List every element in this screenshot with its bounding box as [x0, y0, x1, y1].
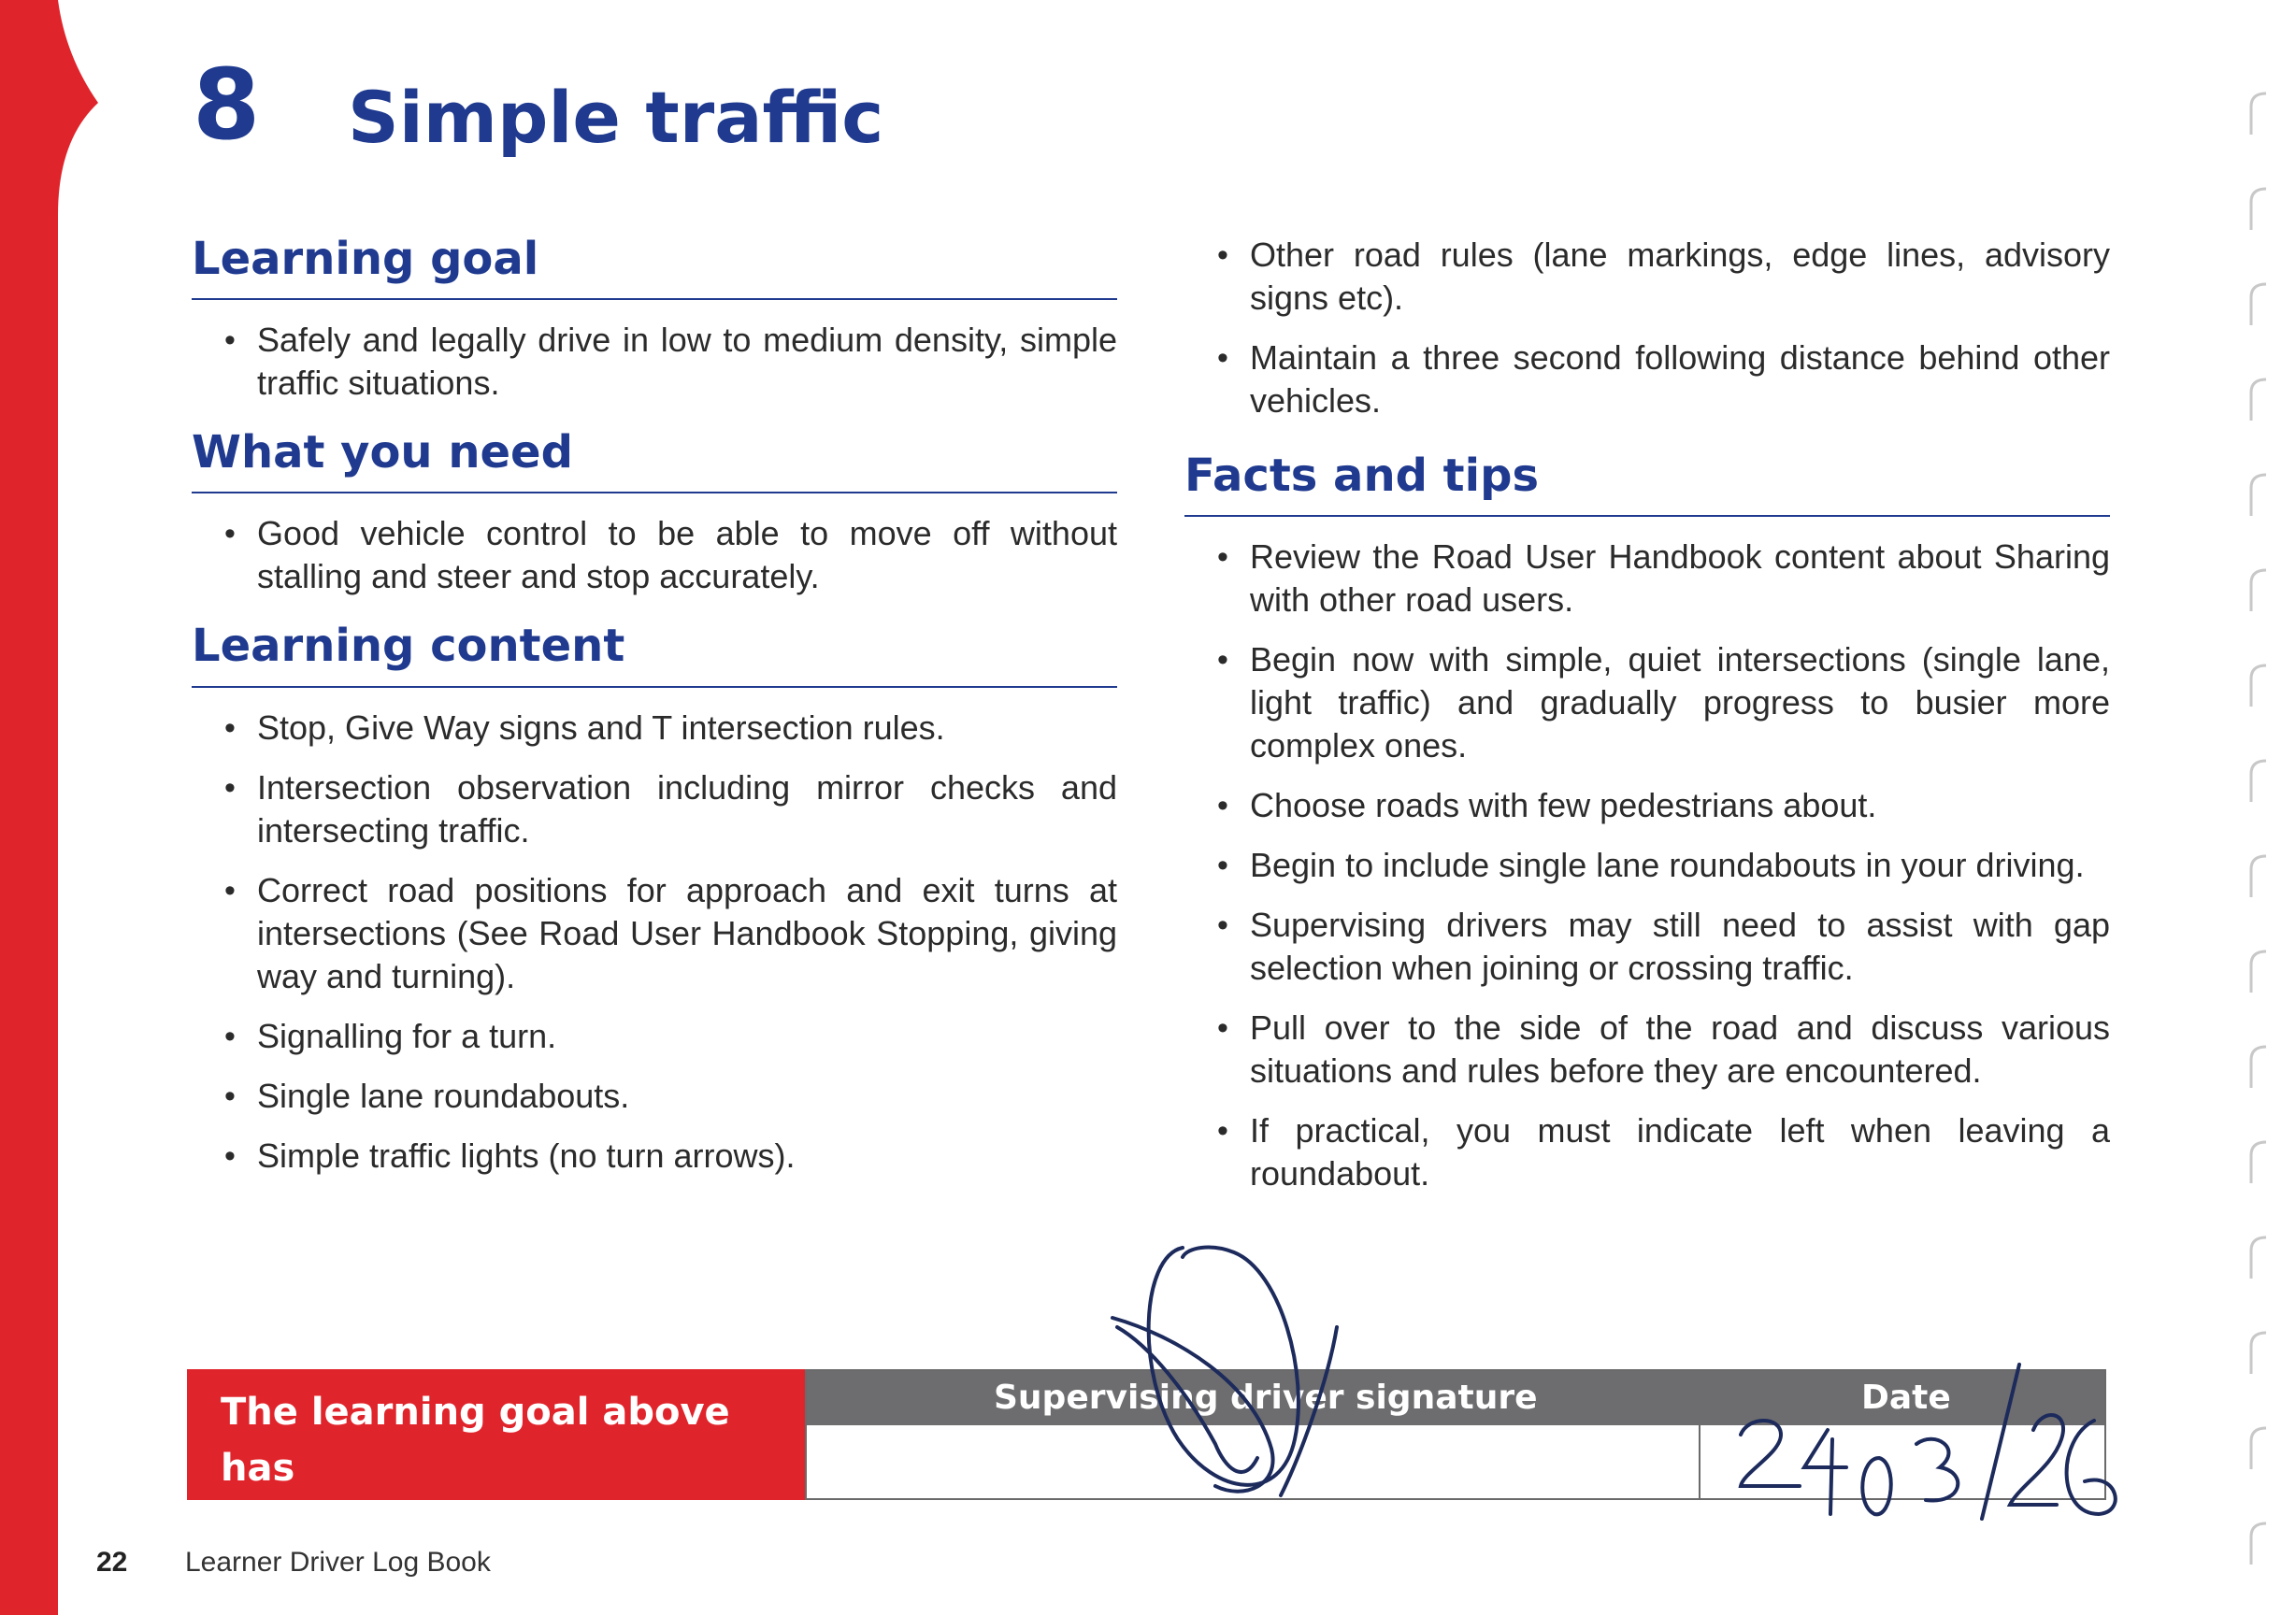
list-item: • If practical, you must indicate left when leaving a roundabout.	[1184, 1109, 2110, 1195]
left-column	[192, 234, 1117, 1200]
binding-hole	[2251, 761, 2266, 802]
chapter-number: 8	[193, 48, 261, 162]
list-item: • Review the Road User Handbook content about Sharing with other road users.	[1184, 536, 2110, 622]
binding-holes	[2212, 0, 2296, 1615]
goal-achieved-box	[187, 1369, 805, 1546]
list-item: • Choose roads with few pedestrians about.	[1184, 784, 2110, 827]
chapter-title: Simple traffic	[348, 76, 884, 159]
binding-hole	[2251, 1523, 2266, 1565]
list-item: • Pull over to the side of the road and discuss various situations and rules before they are encountered.	[1184, 1007, 2110, 1093]
binding-hole	[2251, 379, 2266, 421]
list-item: • Correct road positions for approach and exit turns at intersections (See Road User Handbook Stopping, giving way and turning).	[192, 869, 1117, 998]
binding-hole	[2251, 1428, 2266, 1469]
binding-hole	[2251, 93, 2266, 135]
binding-hole	[2251, 570, 2266, 611]
footer-book-title: Learner Driver Log Book	[185, 1547, 491, 1578]
page-number: 22	[96, 1547, 128, 1578]
red-side-strip	[0, 0, 103, 1615]
list-item: • Begin now with simple, quiet intersections (single lane, light traffic) and gradually progress to busier more complex ones.	[1184, 638, 2110, 767]
list-item: • Begin to include single lane roundabouts in your driving.	[1184, 844, 2110, 887]
signature-table-header	[807, 1371, 2104, 1425]
binding-hole	[2251, 856, 2266, 897]
learning-goal-list	[192, 319, 1117, 405]
list-item: • Good vehicle control to be able to move off without stalling and steer and stop accurately.	[192, 512, 1117, 598]
facts-and-tips-list	[1184, 536, 2110, 1195]
learning-content-section	[192, 621, 1117, 1177]
binding-hole	[2251, 665, 2266, 707]
signature-label: Supervising driver signature	[994, 1379, 1538, 1417]
what-you-need-section	[192, 427, 1117, 598]
list-item: • Maintain a three second following distance behind other vehicles.	[1184, 336, 2110, 422]
what-you-need-list	[192, 512, 1117, 598]
binding-hole	[2251, 475, 2266, 516]
list-item: • Single lane roundabouts.	[192, 1075, 1117, 1118]
binding-hole	[2251, 1333, 2266, 1374]
list-item: • Other road rules (lane markings, edge lines, advisory signs etc).	[1184, 234, 2110, 320]
binding-hole	[2251, 1237, 2266, 1279]
facts-and-tips-heading: Facts and tips	[1184, 450, 2110, 517]
learning-content-list	[192, 707, 1117, 1178]
learning-content-heading: Learning content	[192, 621, 1117, 687]
list-item: • Intersection observation including mirror checks and intersecting traffic.	[192, 766, 1117, 852]
facts-and-tips-section	[1184, 450, 2110, 1195]
right-column	[1184, 234, 2110, 1218]
date-label: Date	[1861, 1379, 1951, 1417]
binding-hole	[2251, 189, 2266, 230]
binding-hole	[2251, 951, 2266, 993]
list-item: • Stop, Give Way signs and T intersection rules.	[192, 707, 1117, 750]
list-item: • Signalling for a turn.	[192, 1015, 1117, 1058]
binding-hole	[2251, 1047, 2266, 1088]
list-item: • Safely and legally drive in low to medium density, simple traffic situations.	[192, 319, 1117, 405]
date-column-divider	[1699, 1425, 1700, 1500]
list-item: • Simple traffic lights (no turn arrows).	[192, 1135, 1117, 1178]
learning-goal-section	[192, 234, 1117, 405]
binding-hole	[2251, 1142, 2266, 1183]
signature-table	[805, 1369, 2106, 1500]
what-you-need-heading: What you need	[192, 427, 1117, 493]
list-item: • Supervising drivers may still need to assist with gap selection when joining or crossing traffic.	[1184, 904, 2110, 990]
goal-achieved-line1: The learning goal above has	[221, 1391, 730, 1490]
learning-content-continued-list	[1184, 234, 2110, 422]
learning-goal-heading: Learning goal	[192, 234, 1117, 300]
goal-achieved-line2: been achieved:	[221, 1503, 542, 1546]
binding-hole	[2251, 284, 2266, 325]
